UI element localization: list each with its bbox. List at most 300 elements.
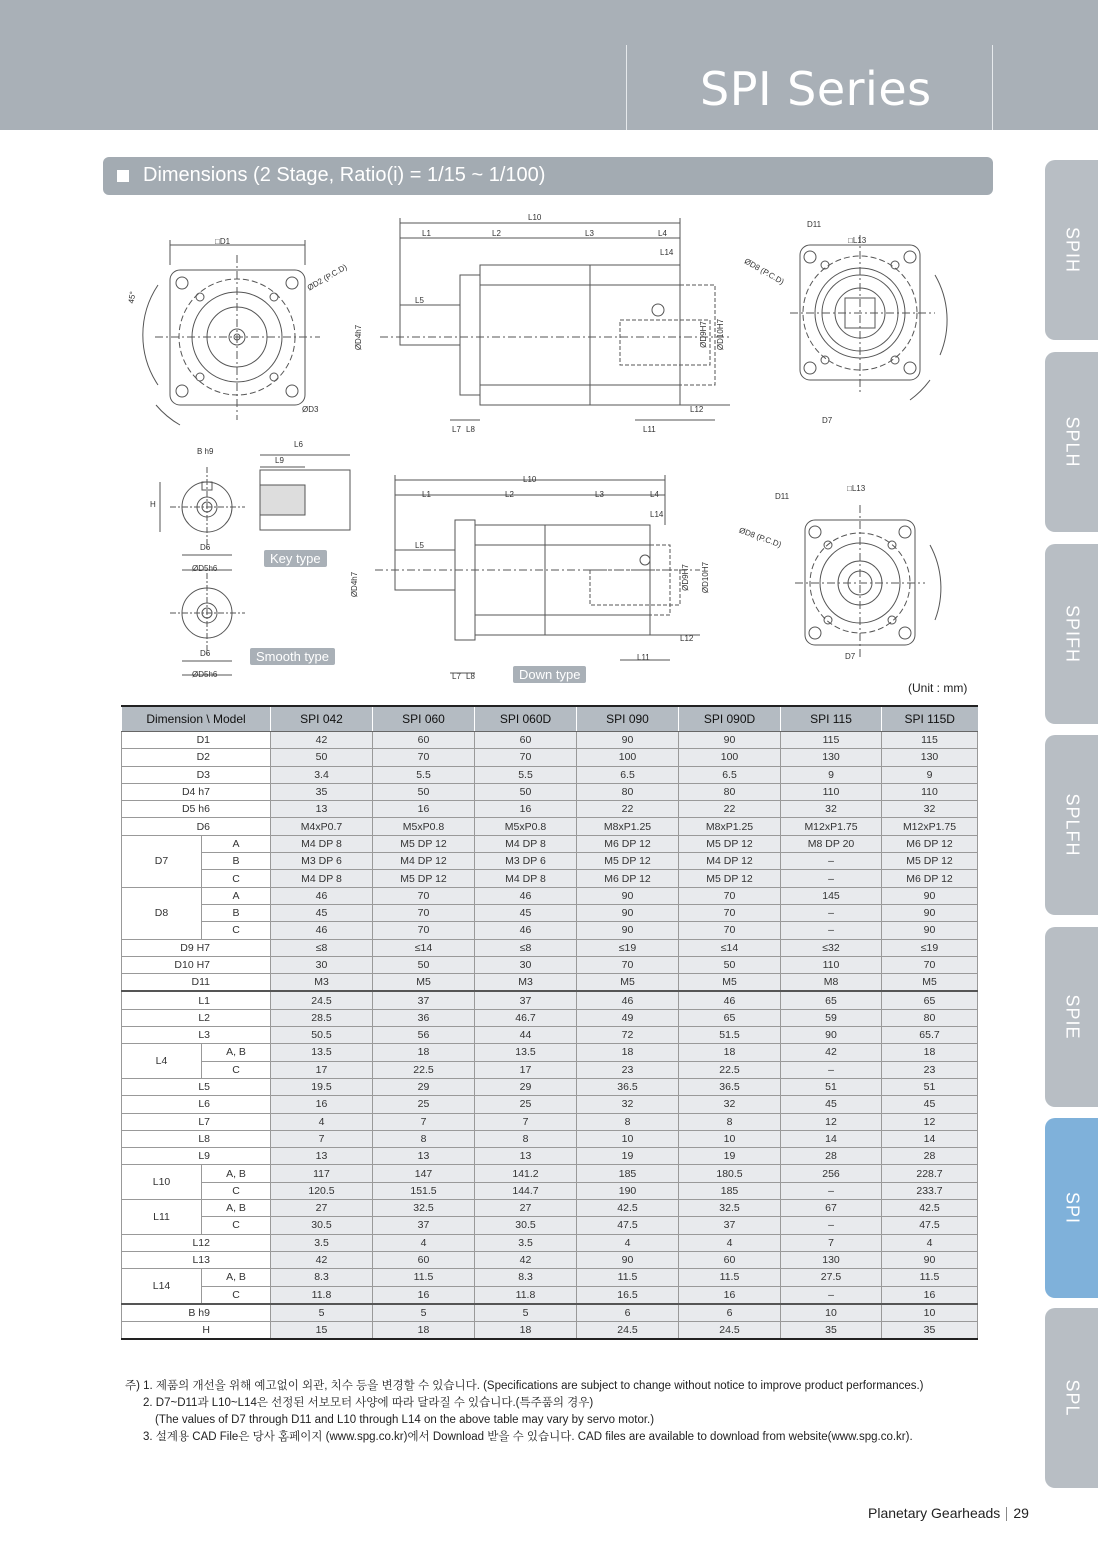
table-cell: 5 xyxy=(373,1304,475,1322)
table-cell: 6.5 xyxy=(679,766,781,783)
table-cell: 11.5 xyxy=(882,1269,978,1286)
table-cell: 5 xyxy=(271,1304,373,1322)
key-type-label: Key type xyxy=(264,550,327,567)
table-cell: 18 xyxy=(373,1322,475,1340)
table-cell: 11.5 xyxy=(373,1269,475,1286)
table-cell: 45 xyxy=(882,1096,978,1113)
table-cell: 5.5 xyxy=(475,766,577,783)
tab-spih[interactable]: SPIH xyxy=(1045,160,1098,340)
table-cell: 144.7 xyxy=(475,1182,577,1199)
table-cell: 4 xyxy=(679,1234,781,1251)
table-cell: ≤32 xyxy=(781,939,882,956)
table-cell: 37 xyxy=(679,1217,781,1234)
table-cell: 29 xyxy=(373,1078,475,1095)
header-model: SPI 060 xyxy=(373,706,475,732)
table-row xyxy=(122,1148,978,1165)
header-bar xyxy=(0,0,1098,130)
label-l13: □L13 xyxy=(848,236,867,245)
table-cell: 32 xyxy=(781,801,882,818)
header-divider xyxy=(626,45,627,130)
table-row xyxy=(122,1217,978,1234)
table-cell: 90 xyxy=(882,904,978,921)
table-cell: 22 xyxy=(577,801,679,818)
table-cell: 42 xyxy=(271,732,373,749)
label-l2-down: L2 xyxy=(505,490,514,499)
table-row xyxy=(122,1113,978,1130)
dimension-label: L8 xyxy=(122,1130,271,1147)
table-cell: 35 xyxy=(271,783,373,800)
table-cell: 70 xyxy=(679,887,781,904)
table-cell: 7 xyxy=(781,1234,882,1251)
label-d10-down: ØD10H7 xyxy=(701,561,711,594)
table-cell: 141.2 xyxy=(475,1165,577,1182)
table-cell: 115 xyxy=(882,732,978,749)
table-cell: 10 xyxy=(882,1304,978,1322)
table-cell: 18 xyxy=(577,1044,679,1061)
label-d3: ØD3 xyxy=(302,405,319,414)
label-l11: L11 xyxy=(643,425,656,434)
table-cell: 9 xyxy=(781,766,882,783)
table-cell: 80 xyxy=(577,783,679,800)
table-cell: 37 xyxy=(475,991,577,1009)
label-d8: ØD8 (P.C.D) xyxy=(742,256,786,287)
table-cell: ≤19 xyxy=(577,939,679,956)
table-cell: M3 DP 6 xyxy=(271,853,373,870)
table-cell: M5 xyxy=(373,974,475,992)
dimension-sub-label: B xyxy=(202,853,271,870)
table-cell: 17 xyxy=(271,1061,373,1078)
table-cell: 25 xyxy=(475,1096,577,1113)
table-cell: 90 xyxy=(577,732,679,749)
label-l2: L2 xyxy=(492,229,501,238)
tab-spifh[interactable]: SPIFH xyxy=(1045,544,1098,724)
table-cell: 7 xyxy=(373,1113,475,1130)
dimension-label: D5 h6 xyxy=(122,801,271,818)
table-cell: 23 xyxy=(882,1061,978,1078)
note-1: 주) 1. 제품의 개선을 위해 예고없이 외관, 치수 등을 변경할 수 있습니다. (Specifications are subject to change without notice to improve product performances.) xyxy=(125,1380,924,1392)
table-cell: 28 xyxy=(781,1148,882,1165)
table-cell: 90 xyxy=(679,732,781,749)
table-row xyxy=(122,732,978,749)
table-cell: 90 xyxy=(577,922,679,939)
table-cell: 13 xyxy=(271,801,373,818)
table-cell: 45 xyxy=(271,904,373,921)
dimension-group-label: D8 xyxy=(122,887,202,939)
table-cell: 60 xyxy=(475,732,577,749)
table-cell: 16 xyxy=(373,1286,475,1304)
header-model: SPI 090D xyxy=(679,706,781,732)
smooth-type-label: Smooth type xyxy=(250,648,335,665)
table-cell: M12xP1.75 xyxy=(781,818,882,835)
table-cell: – xyxy=(781,1217,882,1234)
table-cell: 51.5 xyxy=(679,1027,781,1044)
dimension-label: L9 xyxy=(122,1148,271,1165)
table-cell: M4 DP 8 xyxy=(271,870,373,887)
dimension-label: D11 xyxy=(122,974,271,992)
table-cell: 50 xyxy=(271,749,373,766)
dimension-sub-label: A xyxy=(202,887,271,904)
dimension-label: L5 xyxy=(122,1078,271,1095)
table-cell: 27 xyxy=(475,1200,577,1217)
table-cell: 11.8 xyxy=(475,1286,577,1304)
table-cell: M4xP0.7 xyxy=(271,818,373,835)
label-l7-down: L7 xyxy=(452,672,461,681)
table-cell: 16 xyxy=(475,801,577,818)
table-cell: 130 xyxy=(781,749,882,766)
table-cell: 4 xyxy=(577,1234,679,1251)
table-cell: 80 xyxy=(882,1009,978,1026)
label-l8: L8 xyxy=(466,425,475,434)
label-l1: L1 xyxy=(422,229,431,238)
dimension-label: D6 xyxy=(122,818,271,835)
table-cell: 42 xyxy=(781,1044,882,1061)
table-cell: 7 xyxy=(475,1113,577,1130)
table-cell: 46 xyxy=(475,922,577,939)
label-l12: L12 xyxy=(690,405,704,414)
table-cell: – xyxy=(781,922,882,939)
table-cell: 100 xyxy=(577,749,679,766)
table-cell: 67 xyxy=(781,1200,882,1217)
dimension-group-label: L4 xyxy=(122,1044,202,1079)
table-cell: 50.5 xyxy=(271,1027,373,1044)
label-h: H xyxy=(150,500,156,509)
dimension-sub-label: A, B xyxy=(202,1269,271,1286)
table-cell: M5 DP 12 xyxy=(679,870,781,887)
table-cell: ≤19 xyxy=(882,939,978,956)
table-row xyxy=(122,939,978,956)
table-cell: M8 xyxy=(781,974,882,992)
table-cell: 47.5 xyxy=(882,1217,978,1234)
square-bullet-icon xyxy=(117,170,129,182)
table-cell: 72 xyxy=(577,1027,679,1044)
table-row xyxy=(122,749,978,766)
dimension-sub-label: C xyxy=(202,1061,271,1078)
table-cell: 46.7 xyxy=(475,1009,577,1026)
table-cell: 100 xyxy=(679,749,781,766)
table-cell: 4 xyxy=(271,1113,373,1130)
table-cell: 145 xyxy=(781,887,882,904)
table-cell: 59 xyxy=(781,1009,882,1026)
table-cell: 90 xyxy=(882,922,978,939)
table-cell: 30 xyxy=(271,956,373,973)
table-row xyxy=(122,1200,978,1217)
dimension-label: D3 xyxy=(122,766,271,783)
table-cell: M8xP1.25 xyxy=(679,818,781,835)
table-cell: 16 xyxy=(271,1096,373,1113)
table-cell: 49 xyxy=(577,1009,679,1026)
label-l9: L9 xyxy=(275,456,284,465)
table-row xyxy=(122,835,978,852)
dimension-label: L3 xyxy=(122,1027,271,1044)
table-cell: M12xP1.75 xyxy=(882,818,978,835)
table-cell: 4 xyxy=(373,1234,475,1251)
label-d4-down: ØD4h7 xyxy=(350,571,360,598)
table-cell: 13 xyxy=(475,1148,577,1165)
table-cell: 3.5 xyxy=(475,1234,577,1251)
note-3: 3. 설계용 CAD File은 당사 홈페이지 (www.spg.co.kr)에서 Download 받을 수 있습니다. CAD files are available to download from website(www.spg.co.kr). xyxy=(143,1431,913,1443)
table-cell: 5.5 xyxy=(373,766,475,783)
table-cell: 110 xyxy=(781,783,882,800)
dimension-label: L2 xyxy=(122,1009,271,1026)
table-body xyxy=(122,732,978,1340)
table-row xyxy=(122,1251,978,1268)
table-row xyxy=(122,904,978,921)
table-cell: 8.3 xyxy=(475,1269,577,1286)
table-cell: 60 xyxy=(679,1251,781,1268)
table-cell: 65 xyxy=(781,991,882,1009)
table-cell: 70 xyxy=(882,956,978,973)
table-cell: 27 xyxy=(271,1200,373,1217)
dimension-group-label: L11 xyxy=(122,1200,202,1235)
table-row xyxy=(122,1304,978,1322)
note-2-english: (The values of D7 through D11 and L10 through L14 on the above table may vary by servo motor.) xyxy=(155,1414,655,1426)
table-cell: 50 xyxy=(373,783,475,800)
dimension-label: H xyxy=(122,1322,271,1340)
label-b: B h9 xyxy=(197,447,214,456)
table-cell: M4 DP 12 xyxy=(679,853,781,870)
table-row xyxy=(122,1322,978,1340)
dimension-label: L13 xyxy=(122,1251,271,1268)
table-cell: 19 xyxy=(679,1148,781,1165)
table-row xyxy=(122,956,978,973)
dimension-sub-label: A, B xyxy=(202,1044,271,1061)
table-cell: 51 xyxy=(781,1078,882,1095)
table-cell: M3 DP 6 xyxy=(475,853,577,870)
table-cell: 90 xyxy=(577,904,679,921)
label-l12-down: L12 xyxy=(680,634,694,643)
table-cell: 24.5 xyxy=(577,1322,679,1340)
table-row xyxy=(122,766,978,783)
table-cell: 70 xyxy=(373,749,475,766)
table-cell: 110 xyxy=(882,783,978,800)
table-cell: 8 xyxy=(679,1113,781,1130)
dimension-sub-label: C xyxy=(202,922,271,939)
footer-divider xyxy=(1006,1507,1007,1521)
table-cell: 45 xyxy=(475,904,577,921)
table-cell: 51 xyxy=(882,1078,978,1095)
table-cell: M5 DP 12 xyxy=(373,835,475,852)
table-row xyxy=(122,1182,978,1199)
table-cell: – xyxy=(781,870,882,887)
label-l4: L4 xyxy=(658,229,667,238)
tab-splh[interactable]: SPLH xyxy=(1045,352,1098,532)
table-cell: 190 xyxy=(577,1182,679,1199)
table-cell: 46 xyxy=(271,887,373,904)
table-cell: 30 xyxy=(475,956,577,973)
table-cell: 24.5 xyxy=(271,991,373,1009)
table-cell: 90 xyxy=(882,1251,978,1268)
label-l3-down: L3 xyxy=(595,490,604,499)
table-cell: M4 DP 8 xyxy=(475,835,577,852)
table-cell: ≤14 xyxy=(373,939,475,956)
header-model: SPI 090 xyxy=(577,706,679,732)
table-cell: M6 DP 12 xyxy=(577,835,679,852)
table-cell: 13.5 xyxy=(475,1044,577,1061)
table-cell: 185 xyxy=(577,1165,679,1182)
table-cell: 16 xyxy=(373,801,475,818)
tab-spl[interactable]: SPL xyxy=(1045,1308,1098,1488)
label-l8-down: L8 xyxy=(466,672,475,681)
label-l11-down: L11 xyxy=(637,653,650,662)
table-cell: 22.5 xyxy=(373,1061,475,1078)
table-cell: 90 xyxy=(781,1027,882,1044)
table-cell: 70 xyxy=(373,904,475,921)
table-cell: 3.4 xyxy=(271,766,373,783)
table-cell: 45 xyxy=(781,1096,882,1113)
table-cell: 13.5 xyxy=(271,1044,373,1061)
dimension-sub-label: A, B xyxy=(202,1200,271,1217)
table-cell: 120.5 xyxy=(271,1182,373,1199)
table-row xyxy=(122,1286,978,1304)
table-cell: – xyxy=(781,1286,882,1304)
label-d5-smooth: ØD5h6 xyxy=(192,670,218,679)
page-footer xyxy=(868,1505,1029,1521)
table-cell: 32 xyxy=(577,1096,679,1113)
table-cell: – xyxy=(781,1182,882,1199)
label-d1: □D1 xyxy=(215,237,231,246)
table-row xyxy=(122,1234,978,1251)
table-cell: 130 xyxy=(781,1251,882,1268)
table-row xyxy=(122,1096,978,1113)
label-d7-down: D7 xyxy=(845,652,856,661)
table-row xyxy=(122,1061,978,1078)
header-model: SPI 042 xyxy=(271,706,373,732)
table-cell: 115 xyxy=(781,732,882,749)
label-l5: L5 xyxy=(415,296,424,305)
dimension-label: L12 xyxy=(122,1234,271,1251)
dimension-label: D1 xyxy=(122,732,271,749)
tab-splfh[interactable]: SPLFH xyxy=(1045,735,1098,915)
label-d8-down: ØD8 (P.C.D) xyxy=(737,525,783,550)
table-cell: 151.5 xyxy=(373,1182,475,1199)
dimension-label: D10 H7 xyxy=(122,956,271,973)
tab-spie[interactable]: SPIE xyxy=(1045,927,1098,1107)
table-cell: 10 xyxy=(781,1304,882,1322)
table-cell: 46 xyxy=(475,887,577,904)
table-row xyxy=(122,887,978,904)
table-cell: 8 xyxy=(577,1113,679,1130)
table-row xyxy=(122,870,978,887)
table-cell: 180.5 xyxy=(679,1165,781,1182)
table-cell: 50 xyxy=(679,956,781,973)
label-l10: L10 xyxy=(528,213,542,222)
table-cell: 36.5 xyxy=(577,1078,679,1095)
page-number: 29 xyxy=(1013,1505,1029,1521)
table-cell: 50 xyxy=(373,956,475,973)
table-cell: 6.5 xyxy=(577,766,679,783)
dimension-sub-label: C xyxy=(202,1182,271,1199)
table-cell: M5xP0.8 xyxy=(373,818,475,835)
table-cell: 10 xyxy=(577,1130,679,1147)
notes xyxy=(125,1378,1005,1446)
label-d11: D11 xyxy=(807,220,822,229)
table-cell: 70 xyxy=(679,904,781,921)
table-cell: 44 xyxy=(475,1027,577,1044)
label-l5-down: L5 xyxy=(415,541,424,550)
table-cell: 60 xyxy=(373,732,475,749)
label-d9: ØD9H7 xyxy=(698,321,708,348)
table-cell: M5 xyxy=(882,974,978,992)
table-cell: 10 xyxy=(679,1130,781,1147)
table-cell: 13 xyxy=(373,1148,475,1165)
table-cell: 65.7 xyxy=(882,1027,978,1044)
table-cell: 28.5 xyxy=(271,1009,373,1026)
label-l14: L14 xyxy=(660,248,674,257)
table-cell: 42 xyxy=(475,1251,577,1268)
dimension-sub-label: C xyxy=(202,1217,271,1234)
table-cell: 256 xyxy=(781,1165,882,1182)
series-title: SPI Series xyxy=(700,62,932,116)
table-cell: 14 xyxy=(882,1130,978,1147)
table-cell: 9 xyxy=(882,766,978,783)
table-row xyxy=(122,783,978,800)
section-title: Dimensions (2 Stage, Ratio(i) = 1/15 ~ 1/100) xyxy=(143,164,546,186)
table-cell: 7 xyxy=(271,1130,373,1147)
label-l13-down: □L13 xyxy=(847,484,866,493)
tab-spi[interactable]: SPI xyxy=(1045,1118,1098,1298)
table-cell: 18 xyxy=(679,1044,781,1061)
table-cell: 60 xyxy=(373,1251,475,1268)
table-cell: 16 xyxy=(679,1286,781,1304)
table-cell: 36.5 xyxy=(679,1078,781,1095)
table-cell: 70 xyxy=(679,922,781,939)
table-cell: 8.3 xyxy=(271,1269,373,1286)
table-cell: 29 xyxy=(475,1078,577,1095)
table-cell: 18 xyxy=(475,1322,577,1340)
table-cell: M5 DP 12 xyxy=(882,853,978,870)
table-cell: 90 xyxy=(882,887,978,904)
table-cell: M6 DP 12 xyxy=(882,870,978,887)
drawing-lines xyxy=(110,205,990,685)
table-cell: M5xP0.8 xyxy=(475,818,577,835)
dimension-label: D9 H7 xyxy=(122,939,271,956)
table-cell: 16.5 xyxy=(577,1286,679,1304)
table-cell: 37 xyxy=(373,991,475,1009)
table-cell: 35 xyxy=(882,1322,978,1340)
note-2: 2. D7~D11과 L10~L14은 선정된 서보모터 사양에 따라 달라질 수 있습니다.(특주품의 경우) xyxy=(143,1397,594,1409)
table-cell: 32.5 xyxy=(679,1200,781,1217)
label-l1-down: L1 xyxy=(422,490,431,499)
table-cell: 90 xyxy=(577,887,679,904)
table-cell: M3 xyxy=(271,974,373,992)
technical-drawings xyxy=(110,205,990,685)
label-l3: L3 xyxy=(585,229,594,238)
table-cell: 90 xyxy=(577,1251,679,1268)
table-cell: 11.5 xyxy=(577,1269,679,1286)
table-cell: M5 DP 12 xyxy=(373,870,475,887)
table-cell: 30.5 xyxy=(475,1217,577,1234)
table-row xyxy=(122,922,978,939)
table-cell: 147 xyxy=(373,1165,475,1182)
table-cell: M6 DP 12 xyxy=(577,870,679,887)
table-cell: 28 xyxy=(882,1148,978,1165)
label-d5: ØD5h6 xyxy=(192,564,218,573)
table-cell: 18 xyxy=(882,1044,978,1061)
label-l14-down: L14 xyxy=(650,510,664,519)
table-cell: 65 xyxy=(882,991,978,1009)
table-cell: 70 xyxy=(577,956,679,973)
dimension-label: D2 xyxy=(122,749,271,766)
label-l4-down: L4 xyxy=(650,490,659,499)
footer-text: Planetary Gearheads xyxy=(868,1505,1001,1521)
table-cell: M6 DP 12 xyxy=(882,835,978,852)
table-cell: M5 DP 12 xyxy=(679,835,781,852)
table-cell: 56 xyxy=(373,1027,475,1044)
table-cell: 23 xyxy=(577,1061,679,1078)
dimension-sub-label: A xyxy=(202,835,271,852)
dimension-group-label: L14 xyxy=(122,1269,202,1304)
table-cell: ≤8 xyxy=(475,939,577,956)
